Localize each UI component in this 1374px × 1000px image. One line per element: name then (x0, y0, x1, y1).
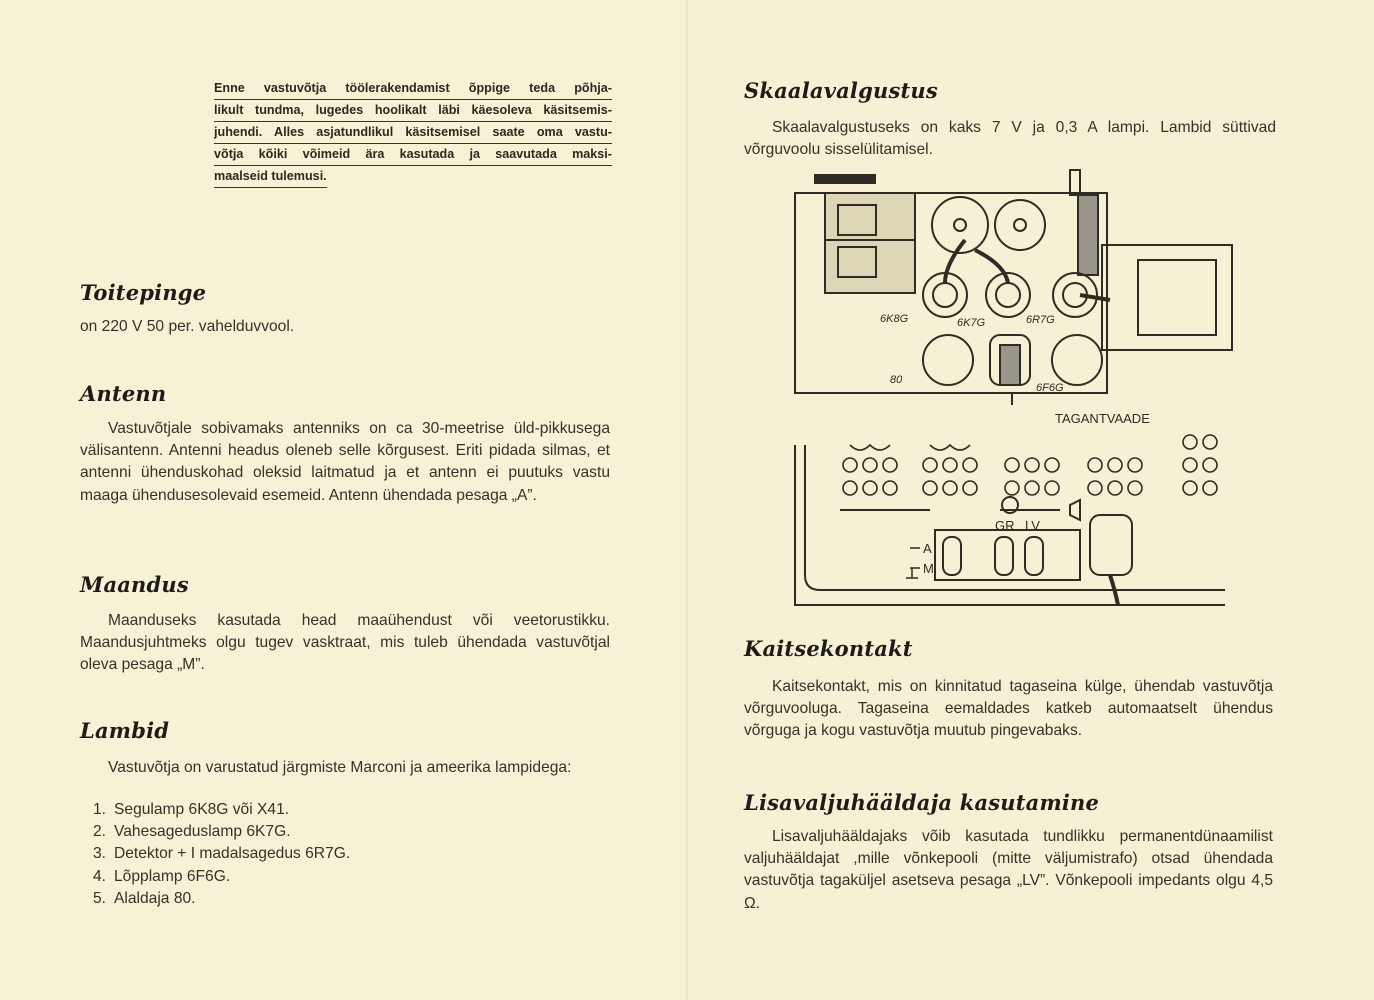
grid-lead (975, 250, 1008, 283)
list-text: Detektor + I madalsagedus 6R7G. (114, 845, 351, 863)
socket-gr (995, 537, 1013, 575)
knob-shaft (1070, 170, 1080, 195)
maandus-text: Maanduseks kasutada head maaühendust või veetorustikku. Maandusjuhtmeks olgu tugev vasktraat, mis tuleb ühendada vastuvõtjal oleva pesaga „M”. (80, 612, 610, 674)
warning-notice (214, 78, 612, 188)
shield-can (1078, 195, 1098, 275)
socket-lv (1025, 537, 1043, 575)
back-panel-inner (805, 445, 1225, 590)
tube-label: 6R7G (1026, 314, 1055, 326)
label-m: M (923, 561, 934, 576)
list-item (80, 821, 350, 843)
list-text: Segulamp 6K8G või X41. (114, 801, 290, 818)
antenn-text: Vastuvõtjale sobivamaks antenniks on ca 30-meetrise üld-pikkusega välisantenn. Antenni headus oleneb selle kõrgusest. Eriti pidada silmas, et antenni ühenduskohad oleksid laitmatud ja et antenn ei puutuks vastu maaga ühendusesolevaid esemeid. Antenn ühendada pesaga „A”. (80, 420, 610, 504)
transformer-core (1138, 260, 1216, 335)
tube-label: 80 (890, 374, 903, 386)
tube-label: 6F6G (1036, 382, 1064, 394)
mains-plug (1090, 515, 1132, 575)
speaker-lead (1000, 500, 1080, 520)
notice-line: juhendi. Alles asjatundlikul käsitsemisel saate oma vastu- (214, 122, 612, 144)
grid-lead (945, 240, 965, 283)
lambid-text: Vastuvõtja on varustatud järgmiste Marconi ja ameerika lampidega: (108, 759, 572, 776)
tube-label: 6K8G (880, 313, 909, 325)
tube-list (80, 799, 350, 910)
dial-shaft (815, 175, 875, 183)
heading-maandus: Maandus (80, 572, 189, 597)
label-gr: GR (995, 518, 1015, 533)
notice-line: likult tundma, lugedes hoolikalt läbi käesoleva käsitsemis- (214, 100, 612, 122)
tube-shield (1000, 345, 1020, 385)
lisa-text: Lisavaljuhääldajaks võib kasutada tundlikku permanentdünaamilist valjuhääldajat ,mille võnkepooli (mitte väljumistrafo) otsad ühendada vastuvõtja tagaküljel asetseva pesaga „LV”. Võnkepooli impedants olgu 4,5 Ω. (744, 828, 1273, 912)
radio-back-diagram (780, 165, 1240, 615)
kaitse-text: Kaitsekontakt, mis on kinnitatud tagaseina külge, ühendab vastuvõtja võrguvooluga. Tagaseina eemaldades katkeb automaatselt ühendus võrguga ja kogu vastuvõtja muutub pingevabaks. (744, 678, 1273, 740)
list-number: 3. (92, 845, 106, 863)
heading-kaitsekontakt: Kaitsekontakt (744, 636, 913, 661)
heading-lambid: Lambid (80, 718, 170, 743)
list-number: 1. (92, 801, 106, 818)
list-number: 4. (92, 867, 106, 885)
skaala-text: Skaalavalgustuseks on kaks 7 V ja 0,3 A lampi. Lambid süttivad võrguvoolu sisselülitamisel. (744, 119, 1276, 159)
socket-am (943, 537, 961, 575)
list-item (80, 799, 350, 821)
vent-holes (843, 435, 1217, 495)
heading-skaalavalgustus: Skaalavalgustus (744, 78, 938, 103)
list-text: Alaldaja 80. (114, 889, 196, 907)
tube-cap (996, 283, 1020, 307)
list-number: 5. (92, 889, 106, 907)
tube-socket (995, 200, 1045, 250)
vent-slots (850, 445, 970, 450)
tube-label: 6K7G (957, 317, 986, 329)
notice-line: võtja kõiki võimeid ära kasutada ja saavutada maksi- (214, 144, 612, 166)
tube-80 (923, 335, 973, 385)
tube-cap (933, 283, 957, 307)
diagram-caption: TAGANTVAADE (1055, 411, 1150, 426)
tube-socket (1052, 335, 1102, 385)
notice-line: Enne vastuvõtja töölerakendamist õppige teda põhja- (214, 78, 612, 100)
page-fold (686, 0, 689, 1000)
notice-line: maalseid tulemusi. (214, 166, 327, 188)
list-item (80, 843, 350, 865)
list-item (80, 866, 350, 888)
list-text: Lõpplamp 6F6G. (114, 867, 231, 885)
label-a: A (923, 541, 932, 556)
heading-lisavaljuhaaldaja: Lisavaljuhääldaja kasutamine (744, 790, 1100, 815)
list-text: Vahesageduslamp 6K7G. (114, 823, 291, 841)
list-item (80, 888, 350, 910)
toitepinge-text: on 220 V 50 per. vahelduvvool. (80, 318, 295, 335)
list-number: 2. (92, 823, 106, 841)
grid-lead (1080, 295, 1110, 300)
tube-pin (954, 219, 966, 231)
ground-symbol (906, 548, 920, 578)
tube-pin (1014, 219, 1026, 231)
heading-antenn: Antenn (80, 381, 167, 406)
label-lv: LV (1025, 518, 1040, 533)
heading-toitepinge: Toitepinge (80, 280, 207, 305)
